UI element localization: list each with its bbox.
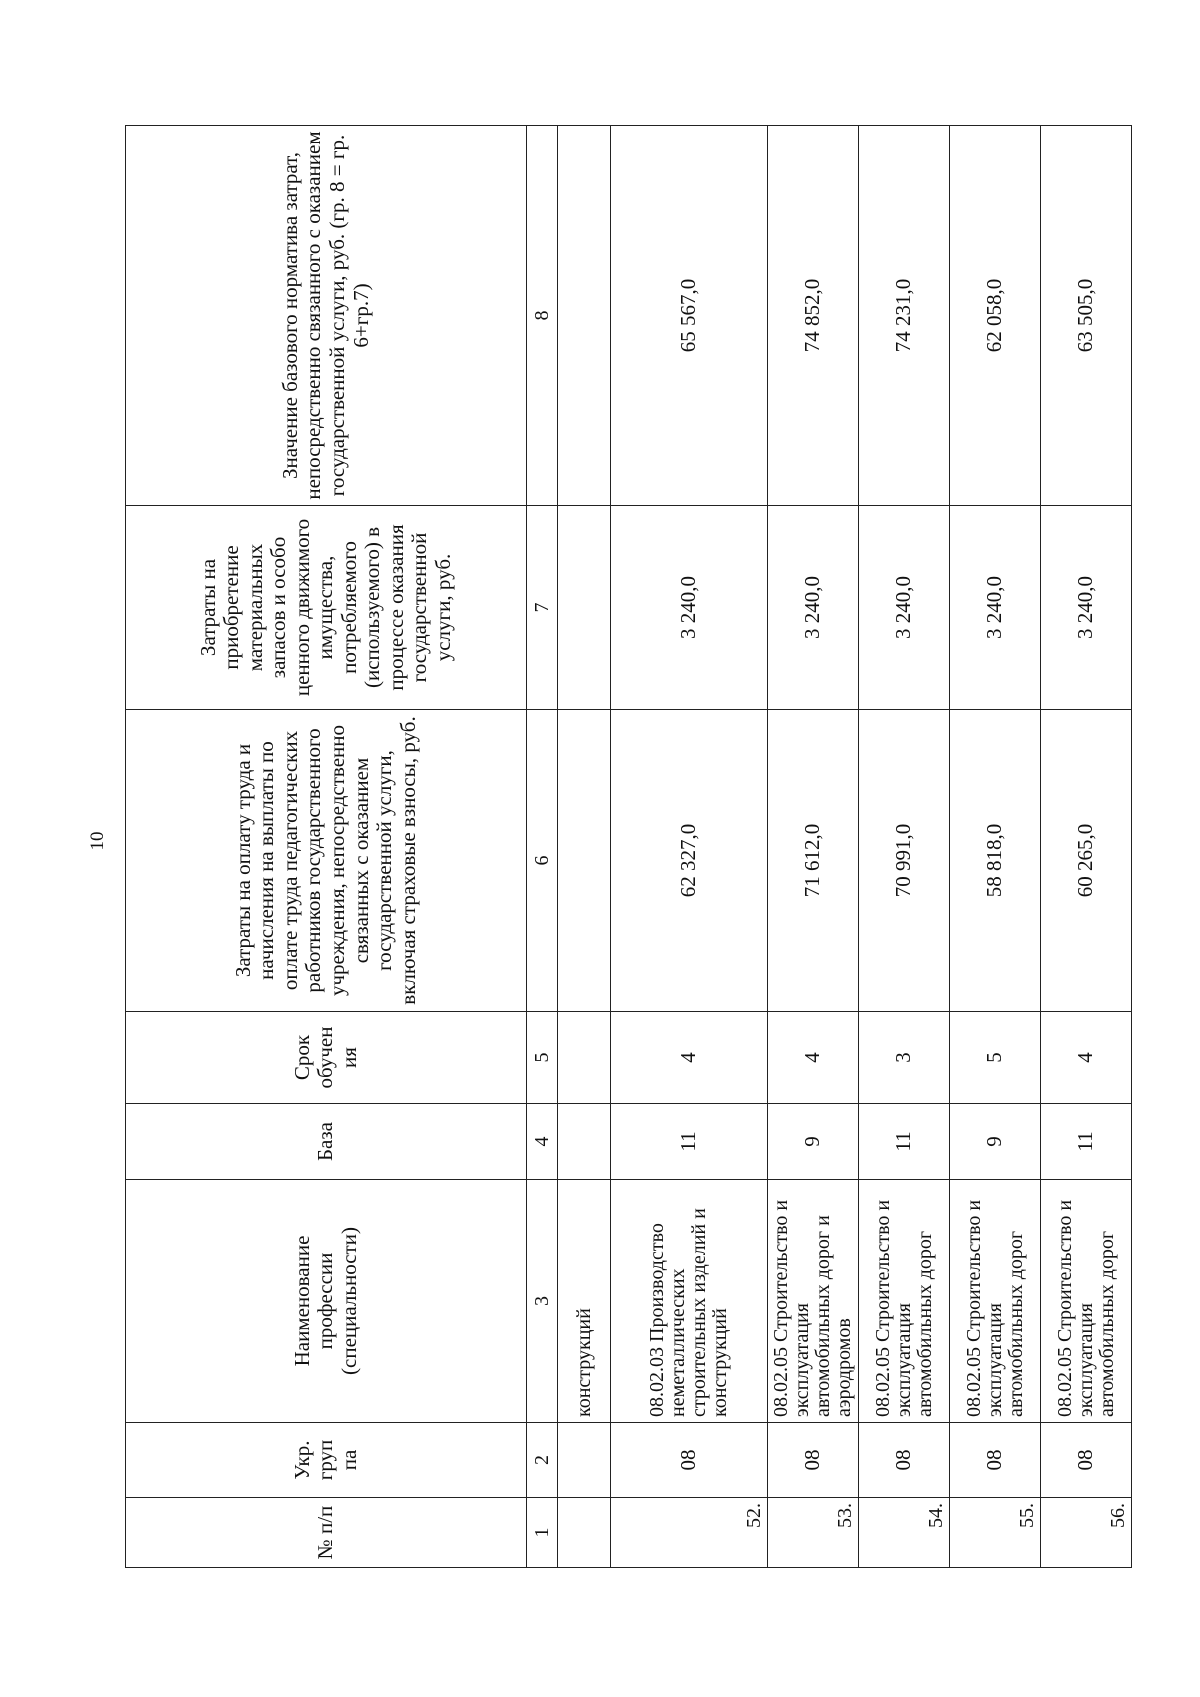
row-name: 08.02.03 Производство неметаллических строительных изделий и конструкций bbox=[611, 1180, 768, 1423]
header-term: Срок обучен ия bbox=[126, 1012, 527, 1104]
header-total: Значение базового норматива затрат, непосредственно связанного с оказанием государственной услуги, руб. (гр. 8 = гр. 6+гр.7) bbox=[126, 126, 527, 506]
row-total: 62 058,0 bbox=[950, 126, 1041, 506]
header-num: № п/п bbox=[126, 1498, 527, 1568]
row-name: 08.02.05 Строительство и эксплуатация автомобильных дорог и аэродромов bbox=[768, 1180, 859, 1423]
row-group: 08 bbox=[768, 1423, 859, 1498]
row-num: 55. bbox=[950, 1498, 1041, 1568]
table-row bbox=[768, 126, 859, 1568]
header-row bbox=[126, 126, 527, 1568]
column-number: 1 bbox=[527, 1498, 558, 1568]
column-number: 8 bbox=[527, 126, 558, 506]
page-number: 10 bbox=[87, 831, 108, 851]
row-term: 4 bbox=[1041, 1012, 1132, 1104]
header-labor: Затраты на оплату труда и начисления на выплаты по оплате труда педагогических работников государственного учреждения, непосредственно связанных с оказанием государственной услуги, включая страховые взносы, руб. bbox=[126, 710, 527, 1012]
row-group: 08 bbox=[611, 1423, 768, 1498]
rotated-table-wrapper bbox=[125, 126, 1129, 1568]
table-row bbox=[859, 126, 950, 1568]
row-group: 08 bbox=[859, 1423, 950, 1498]
column-number: 3 bbox=[527, 1180, 558, 1423]
row-num: 56. bbox=[1041, 1498, 1132, 1568]
row-name: 08.02.05 Строительство и эксплуатация автомобильных дорог bbox=[859, 1180, 950, 1423]
row-labor: 62 327,0 bbox=[611, 710, 768, 1012]
table-frame bbox=[125, 126, 1129, 1568]
table-row bbox=[611, 126, 768, 1568]
row-base: 11 bbox=[611, 1104, 768, 1180]
row-num: 52. bbox=[611, 1498, 768, 1568]
row-name: 08.02.05 Строительство и эксплуатация автомобильных дорог bbox=[1041, 1180, 1132, 1423]
column-number-row bbox=[527, 126, 558, 1568]
row-total: 74 231,0 bbox=[859, 126, 950, 506]
row-num: 54. bbox=[859, 1498, 950, 1568]
column-number: 4 bbox=[527, 1104, 558, 1180]
row-labor: 71 612,0 bbox=[768, 710, 859, 1012]
row-labor: 70 991,0 bbox=[859, 710, 950, 1012]
header-materials: Затраты на приобретение материальных запасов и особо ценного движимого имущества, потребляемого (используемого) в процессе оказания государственной услуги, руб. bbox=[126, 506, 527, 710]
row-labor: 58 818,0 bbox=[950, 710, 1041, 1012]
row-materials: 3 240,0 bbox=[859, 506, 950, 710]
header-group: Укр. груп па bbox=[126, 1423, 527, 1498]
row-base: 9 bbox=[950, 1104, 1041, 1180]
row-total: 74 852,0 bbox=[768, 126, 859, 506]
column-number: 2 bbox=[527, 1423, 558, 1498]
column-number: 6 bbox=[527, 710, 558, 1012]
column-number: 5 bbox=[527, 1012, 558, 1104]
row-group: 08 bbox=[1041, 1423, 1132, 1498]
row-term: 5 bbox=[950, 1012, 1041, 1104]
row-labor: 60 265,0 bbox=[1041, 710, 1132, 1012]
row-materials: 3 240,0 bbox=[950, 506, 1041, 710]
row-materials: 3 240,0 bbox=[768, 506, 859, 710]
row-name: 08.02.05 Строительство и эксплуатация автомобильных дорог bbox=[950, 1180, 1041, 1423]
header-base: База bbox=[126, 1104, 527, 1180]
row-materials: 3 240,0 bbox=[1041, 506, 1132, 710]
row-base: 9 bbox=[768, 1104, 859, 1180]
row-base: 11 bbox=[1041, 1104, 1132, 1180]
header-name: Наименование профессии (специальности) bbox=[126, 1180, 527, 1423]
row-base: 11 bbox=[859, 1104, 950, 1180]
row-term: 4 bbox=[768, 1012, 859, 1104]
column-number: 7 bbox=[527, 506, 558, 710]
table-row bbox=[950, 126, 1041, 1568]
row-term: 4 bbox=[611, 1012, 768, 1104]
table-row bbox=[1041, 126, 1132, 1568]
row-num: 53. bbox=[768, 1498, 859, 1568]
continuation-text: конструкций bbox=[558, 1180, 611, 1423]
continuation-row bbox=[558, 126, 611, 1568]
cost-norms-table bbox=[125, 125, 1132, 1568]
row-term: 3 bbox=[859, 1012, 950, 1104]
row-total: 63 505,0 bbox=[1041, 126, 1132, 506]
row-group: 08 bbox=[950, 1423, 1041, 1498]
row-materials: 3 240,0 bbox=[611, 506, 768, 710]
row-total: 65 567,0 bbox=[611, 126, 768, 506]
